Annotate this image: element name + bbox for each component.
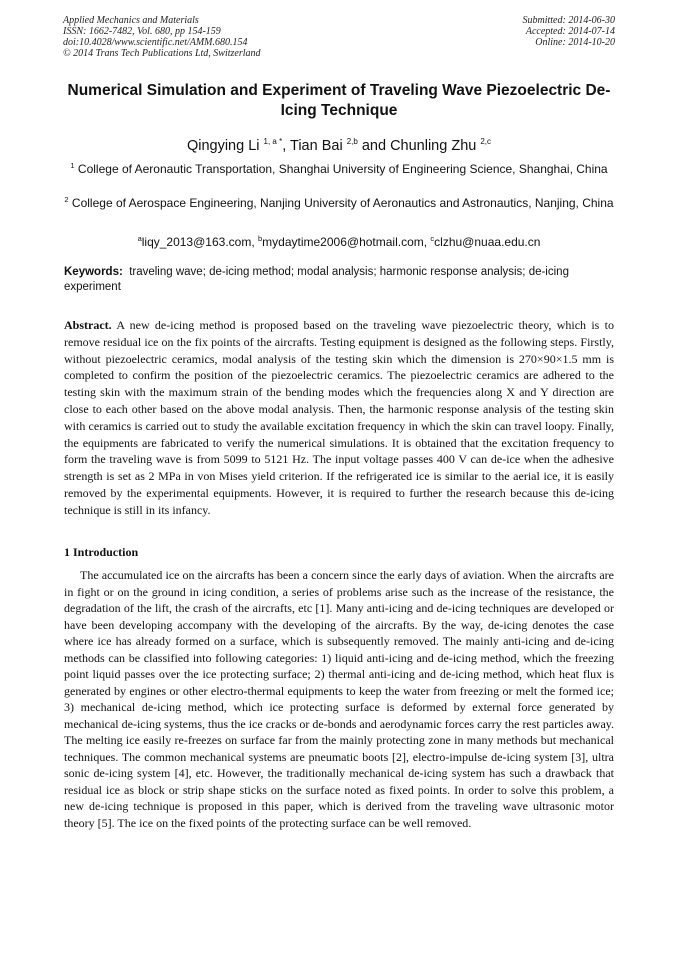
- journal-header-right: [523, 15, 616, 48]
- author-separator: ,: [282, 138, 291, 154]
- journal-name: Applied Mechanics and Materials: [63, 15, 199, 26]
- email-address: clzhu@nuaa.edu.cn: [434, 235, 541, 249]
- email-address: mydaytime2006@hotmail.com: [262, 235, 424, 249]
- affiliation-number: 1: [70, 161, 75, 170]
- author-emails: [64, 231, 614, 250]
- author-superscript: 1, a *: [263, 137, 283, 146]
- email-separator: ,: [251, 235, 258, 249]
- email-address: liqy_2013@163.com: [141, 235, 252, 249]
- email-superscript: b: [258, 234, 263, 243]
- keywords: [64, 265, 614, 294]
- affiliation-2: [64, 192, 614, 211]
- affiliation-text: College of Aeronautic Transportation, Shanghai University of Engineering Science, Shanghai, China: [77, 162, 608, 176]
- introduction-paragraph: The accumulated ice on the aircrafts has been a concern since the early days of aviation. When the aircrafts are in fight or on the ground in icing condition, a series of problems arise such as the increase of the resistance, the degradation of the lift, the crash of the aircrafts, etc [1]. Many anti-icing and de-icing techniques are developed or have been developing accompany with the developing of the aircrafts. By the way, de-icing denotes the case where ice has already formed on a surface, which is subsequently removed. The mainly anti-icing and de-icing methods can be classified into following categories: 1) liquid anti-icing and de-icing method, which the freezing point liquid passes over the ice protecting surface; 2) thermal anti-icing and de-icing method, which heat flux is generated by engines or other electro-thermal equipments to keep the water from freezing or melt the formed ice; 3) mechanical de-icing method, which ice protecting surface is deformed by external force generated by mechanical de-icing systems, thus the ice cracks or de-bonds and aerodynamic forces carry the rest particles away. The melting ice easily re-freezes on surface far from the mainly protecting zone in many methods but mechanical techniques. The common mechanical systems are pneumatic boots [2], electro-impulse de-icing system [3], ultra sonic de-icing system [4], etc. However, the traditionally mechanical de-icing system has such a drawback that residual ice as block or strip shape sticks on the surface noted as fixed points. In order to solve this problem, a new de-icing technique is proposed in this paper, which is derived from the traveling wave ultrasonic motor theory [5]. The ice on the fixed points of the protecting surface can be well removed.: [64, 568, 614, 830]
- online-date: Online: 2014-10-20: [535, 37, 615, 48]
- author-superscript: 2,c: [480, 137, 492, 146]
- abstract-label: Abstract.: [64, 318, 112, 332]
- journal-header-left: [63, 15, 261, 59]
- author-name: Tian Bai: [290, 138, 343, 154]
- abstract-text: A new de-icing method is proposed based on the traveling wave piezoelectric theory, which is to remove residual ice on the fix points of the aircrafts. Testing equipment is designed as the following steps. Firstly, without piezoelectric ceramics, modal analysis of the testing skin which the dimension is 270×90×1.5 mm is completed to confirm the position of the piezoelectric ceramics. The piezoelectric ceramics are adhered to the testing skin with the maximum strain of the bending modes which the frequencies along X and Y direction are close to each other based on the above modal analysis. Then, the harmonic response analysis of the testing skin with ceramics is carried out to study the available excitation frequency in which the skin can travel loopy. Finally, the equipments are fabricated to verify the numerical simulations. It is obtained that the excitation frequency to form the traveling wave is from 5099 to 5121 Hz. The input voltage passes 400 V can de-ice when the adhesive strength is set as 2 MPa in von Mises yield criterion. If the refrigerated ice is similar to the aerial ice, it is easily removed by the experimental equipments. However, it is required to further the research because this de-icing technique is still in its infancy.: [64, 318, 614, 517]
- affiliation-1: [64, 158, 614, 177]
- author-superscript: 2,b: [346, 137, 358, 146]
- author-name: Qingying Li: [186, 138, 260, 154]
- email-superscript: a: [137, 234, 142, 243]
- keywords-label: Keywords:: [64, 266, 123, 278]
- copyright: © 2014 Trans Tech Publications Ltd, Switzerland: [63, 48, 261, 59]
- section-heading-introduction: 1 Introduction: [64, 545, 139, 559]
- author-name: Chunling Zhu: [390, 138, 477, 154]
- email-superscript: c: [430, 234, 435, 243]
- submitted-date: Submitted: 2014-06-30: [522, 15, 615, 26]
- author-list: [60, 133, 618, 155]
- accepted-date: Accepted: 2014-07-14: [525, 26, 615, 37]
- affiliation-number: 2: [64, 195, 69, 204]
- doi: doi:10.4028/www.scientific.net/AMM.680.154: [63, 37, 248, 48]
- keywords-text: traveling wave; de-icing method; modal analysis; harmonic response analysis; de-icing experiment: [64, 266, 569, 293]
- abstract: [64, 317, 614, 519]
- paper-title: Numerical Simulation and Experiment of Traveling Wave Piezoelectric De-Icing Technique: [67, 82, 611, 119]
- affiliation-text: College of Aerospace Engineering, Nanjing University of Aeronautics and Astronautics, Nanjing, China: [71, 196, 614, 210]
- issn-volume: ISSN: 1662-7482, Vol. 680, pp 154-159: [63, 26, 221, 37]
- email-separator: ,: [423, 235, 431, 249]
- author-separator: and: [357, 138, 391, 154]
